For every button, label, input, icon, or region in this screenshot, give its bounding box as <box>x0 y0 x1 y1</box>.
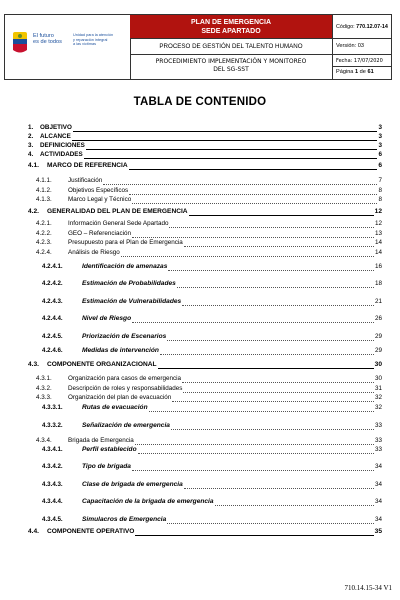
toc-entry-number: 4.2.4. <box>36 249 52 256</box>
toc-entry[interactable] <box>0 248 400 258</box>
toc-entry-label: Medidas de intervención <box>82 347 159 354</box>
toc-entry-page: 30 <box>374 375 382 382</box>
toc-entry[interactable] <box>0 176 400 186</box>
toc-entry-number: 4.4. <box>28 528 39 535</box>
toc-entry[interactable] <box>0 374 400 384</box>
page-indicator <box>333 67 392 79</box>
toc-entry-number: 4. <box>28 151 34 158</box>
toc-entry-page: 33 <box>374 446 382 453</box>
toc-entry[interactable] <box>0 297 400 307</box>
toc-entry-page: 14 <box>374 239 382 246</box>
toc-entry-number: 4.2.4.2. <box>42 280 63 287</box>
code-value: 770.12.07-14 <box>356 24 388 30</box>
toc-entry-label: Nivel de Riesgo <box>82 315 132 322</box>
toc-entry-page: 32 <box>374 404 382 411</box>
toc-entry-page: 3 <box>378 133 382 140</box>
toc-entry-number: 4.3.4. <box>36 437 52 444</box>
toc-leader <box>103 183 377 185</box>
document-date: Fecha: 17/07/2020 <box>333 55 392 67</box>
toc-entry-page: 12 <box>374 208 382 215</box>
toc-entry-number: 4.1.1. <box>36 177 52 184</box>
toc-entry-page: 16 <box>374 263 382 270</box>
logo-slogan-line2: es de todos <box>33 39 62 46</box>
toc-entry-label: Información General Sede Apartado <box>68 220 169 227</box>
toc-entry-label: Tipo de brigada <box>82 463 131 470</box>
toc-entry[interactable] <box>0 238 400 248</box>
toc-entry-number: 4.3.4.1. <box>42 446 63 453</box>
toc-entry-label: MARCO DE REFERENCIA <box>47 162 128 169</box>
toc-entry-label: Perfil establecido <box>82 446 137 453</box>
toc-entry[interactable] <box>0 150 400 160</box>
toc-leader <box>171 428 374 430</box>
toc-entry-label: Brigada de Emergencia <box>68 437 134 444</box>
logo-unit-line3: a las víctimas <box>73 42 96 47</box>
footer-code: 710.14.15-34 V1 <box>344 584 392 592</box>
toc-entry-label: GENERALIDAD DEL PLAN DE EMERGENCIA <box>47 208 188 215</box>
procedure-line2: DEL SG-SST <box>213 66 249 73</box>
toc-entry-page: 34 <box>374 463 382 470</box>
toc-entry-label: ALCANCE <box>40 133 71 140</box>
toc-entry-page: 31 <box>374 385 382 392</box>
toc-entry-page: 33 <box>374 437 382 444</box>
toc-title: TABLA DE CONTENIDO <box>133 96 267 108</box>
procedure-name <box>130 55 332 79</box>
toc-entry-number: 4.2. <box>28 208 39 215</box>
toc-entry[interactable] <box>0 393 400 403</box>
toc-entry[interactable] <box>0 360 400 370</box>
toc-entry-label: DEFINICIONES <box>40 142 85 149</box>
toc-entry-number: 1. <box>28 124 34 131</box>
toc-entry-number: 3. <box>28 142 34 149</box>
toc-entry-page: 35 <box>374 528 382 535</box>
toc-entry-number: 4.3.2. <box>36 385 52 392</box>
toc-entry-page: 29 <box>374 347 382 354</box>
toc-leader <box>167 339 374 341</box>
toc-entry-label: ACTIVIDADES <box>40 151 83 158</box>
toc-leader <box>167 522 374 524</box>
toc-entry[interactable] <box>0 421 400 431</box>
toc-entry-number: 4.3.4.4. <box>42 498 63 505</box>
procedure-line1: PROCEDIMIENTO IMPLEMENTACIÓN Y MONITOREO <box>155 58 307 65</box>
toc-entry-label: Capacitación de la brigada de emergencia <box>82 498 214 505</box>
toc-entry-number: 4.2.4.5. <box>42 333 63 340</box>
toc-entry-label: Estimación de Vulnerabilidades <box>82 298 182 305</box>
toc-entry-number: 4.1.2. <box>36 187 52 194</box>
toc-entry-number: 4.2.1. <box>36 220 52 227</box>
toc-entry-label: Presupuesto para el Plan de Emergencia <box>68 239 183 246</box>
toc-entry-label: COMPONENTE ORGANIZACIONAL <box>47 361 157 368</box>
toc-entry[interactable] <box>0 314 400 324</box>
toc-leader <box>158 367 374 369</box>
toc-entry-number: 4.3.3. <box>36 394 52 401</box>
page-prefix: Página <box>336 69 354 75</box>
toc-entry-label: Simulacros de Emergencia <box>82 516 167 523</box>
toc-entry-number: 4.3. <box>28 361 39 368</box>
plan-title <box>130 15 332 39</box>
toc-entry[interactable] <box>0 219 400 229</box>
toc-entry[interactable] <box>0 262 400 272</box>
code-label: Código: <box>336 24 355 30</box>
toc-leader <box>184 245 374 247</box>
toc-entry-page: 8 <box>378 196 382 203</box>
logo-unit-name <box>73 33 113 47</box>
toc-leader <box>169 226 374 228</box>
document-code <box>333 15 392 39</box>
toc-entry-label: Marco Legal y Técnico <box>68 196 132 203</box>
page-current: 1 <box>354 69 359 75</box>
logo-cell <box>5 15 131 79</box>
toc-entry[interactable] <box>0 462 400 472</box>
toc-leader <box>172 400 374 402</box>
toc-entry-label: Objetivos Específicos <box>68 187 129 194</box>
logo-unit-line1: Unidad para la atención <box>73 33 114 37</box>
toc-entry-label: Identificación de amenazas <box>82 263 168 270</box>
toc-entry-page: 32 <box>374 394 382 401</box>
toc-leader <box>135 534 373 536</box>
toc-entry-page: 34 <box>374 481 382 488</box>
toc-entry-label: OBJETIVO <box>40 124 72 131</box>
toc-leader <box>184 487 374 489</box>
toc-leader <box>138 452 374 454</box>
toc-entry-number: 4.3.4.2. <box>42 463 63 470</box>
toc-entry-page: 13 <box>374 230 382 237</box>
toc-entry[interactable] <box>0 445 400 455</box>
toc-entry-page: 8 <box>378 187 382 194</box>
toc-leader <box>132 202 377 204</box>
toc-entry-label: Descripción de roles y responsabilidades <box>68 385 183 392</box>
process-name: PROCESO DE GESTIÓN DEL TALENTO HUMANO <box>130 39 332 55</box>
toc-entry-number: 4.3.4.3. <box>42 481 63 488</box>
toc-leader <box>160 353 374 355</box>
toc-entry-page: 18 <box>374 280 382 287</box>
toc-entry-label: Justificación <box>68 177 103 184</box>
toc-entry-page: 7 <box>378 177 382 184</box>
toc-entry-number: 4.2.2. <box>36 230 52 237</box>
toc-leader <box>132 321 374 323</box>
toc-entry-page: 34 <box>374 498 382 505</box>
toc-entry-label: COMPONENTE OPERATIVO <box>47 528 135 535</box>
plan-title-line2: SEDE APARTADO <box>201 28 261 35</box>
toc-entry-page: 12 <box>374 220 382 227</box>
toc-entry-label: Señalización de emergencia <box>82 422 170 429</box>
toc-entry[interactable] <box>0 497 400 507</box>
toc-entry-label: Análisis de Riesgo <box>68 249 120 256</box>
toc-entry-number: 4.2.4.6. <box>42 347 63 354</box>
toc-leader <box>177 286 374 288</box>
toc-leader <box>149 410 374 412</box>
toc-entry[interactable] <box>0 527 400 537</box>
toc-leader <box>121 255 374 257</box>
toc-entry[interactable] <box>0 515 400 525</box>
toc-entry-page: 34 <box>374 516 382 523</box>
toc-entry-number: 4.3.3.2. <box>42 422 63 429</box>
toc-entry-number: 4.2.4.1. <box>42 263 63 270</box>
toc-entry-page: 14 <box>374 249 382 256</box>
toc-entry-page: 21 <box>374 298 382 305</box>
toc-entry-label: GEO – Referenciación <box>68 230 131 237</box>
toc-leader <box>132 469 374 471</box>
toc-entry-label: Clase de brigada de emergencia <box>82 481 183 488</box>
toc-leader <box>182 381 374 383</box>
toc-leader <box>215 504 374 506</box>
plan-title-line1: PLAN DE EMERGENCIA <box>190 19 272 26</box>
logo-slogan-line1: El futuro <box>33 33 54 39</box>
header-middle <box>130 15 332 79</box>
toc-entry-page: 3 <box>378 124 382 131</box>
coat-of-arms-icon <box>11 31 29 55</box>
page-total: 61 <box>367 69 374 75</box>
toc-entry-number: 4.2.4.3. <box>42 298 63 305</box>
toc-leader <box>189 214 374 216</box>
toc-entry[interactable] <box>0 480 400 490</box>
toc-entry-label: Organización para casos de emergencia <box>68 375 182 382</box>
toc-entry-label: Priorización de Escenarios <box>82 333 167 340</box>
logo-slogan <box>33 33 62 46</box>
toc-entry-label: Organización del plan de evacuación <box>68 394 172 401</box>
toc-entry-page: 33 <box>374 422 382 429</box>
toc-entry[interactable] <box>0 161 400 171</box>
toc-entry-page: 3 <box>378 142 382 149</box>
header-right <box>332 15 392 79</box>
toc-entry-page: 6 <box>378 162 382 169</box>
toc-entry[interactable] <box>0 195 400 205</box>
toc-entry-number: 4.2.3. <box>36 239 52 246</box>
toc-entry-number: 4.3.3.1. <box>42 404 63 411</box>
toc-entry-page: 30 <box>374 361 382 368</box>
logo-unit-line2: y reparación integral <box>73 37 108 42</box>
toc-entry[interactable] <box>0 403 400 413</box>
toc-entry-label: Rutas de evacuación <box>82 404 148 411</box>
government-logo <box>11 31 123 61</box>
toc-entry-number: 4.3.4.5. <box>42 516 63 523</box>
toc-entry[interactable] <box>0 279 400 289</box>
document-version: Versión: 03 <box>333 39 392 55</box>
toc-entry-number: 4.2.4.4. <box>42 315 63 322</box>
toc-leader <box>168 269 374 271</box>
toc-entry-number: 4.3.1. <box>36 375 52 382</box>
toc-entry[interactable] <box>0 346 400 356</box>
toc-leader <box>129 168 378 170</box>
document-header <box>4 14 392 80</box>
toc-leader <box>182 304 374 306</box>
page-of: de <box>359 69 366 75</box>
toc-entry-number: 2. <box>28 133 34 140</box>
toc-leader <box>84 157 378 159</box>
toc-entry-page: 29 <box>374 333 382 340</box>
toc-entry-label: Estimación de Probabilidades <box>82 280 176 287</box>
toc-entry[interactable] <box>0 207 400 217</box>
toc-entry-page: 6 <box>378 151 382 158</box>
toc-entry[interactable] <box>0 332 400 342</box>
toc-entry-page: 26 <box>374 315 382 322</box>
toc-entry-number: 4.1. <box>28 162 39 169</box>
toc-entry-number: 4.1.3. <box>36 196 52 203</box>
